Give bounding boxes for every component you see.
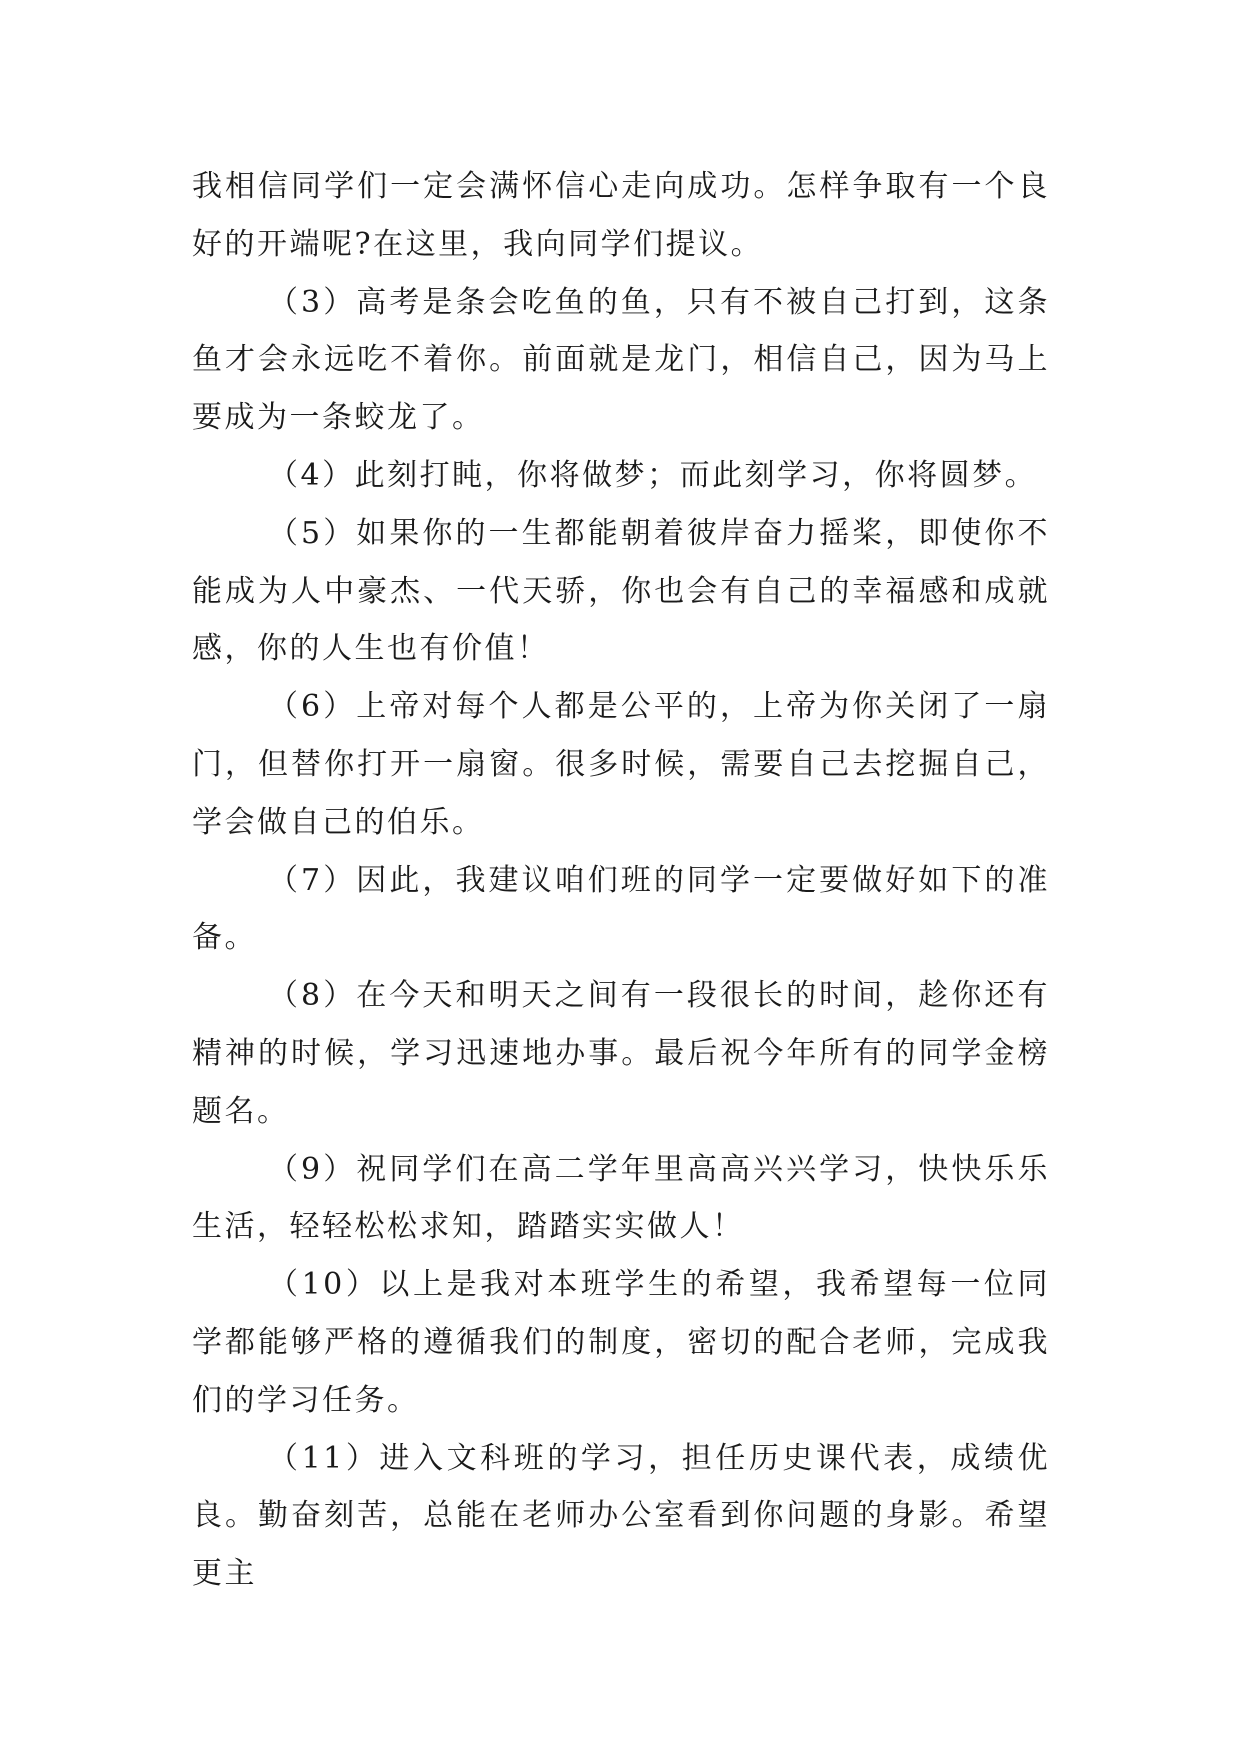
paragraph-item-10: （10）以上是我对本班学生的希望，我希望每一位同学都能够严格的遵循我们的制度，密切的配合老师，完成我们的学习任务。: [192, 1267, 1050, 1418]
paragraph-intro: 我相信同学们一定会满怀信心走向成功。怎样争取有一个良好的开端呢?在这里，我向同学们提议。: [192, 169, 1050, 262]
paragraph-item-5: （5）如果你的一生都能朝着彼岸奋力摇桨，即使你不能成为人中豪杰、一代天骄，你也会有自己的幸福感和成就感，你的人生也有价值！: [192, 515, 1050, 667]
paragraph-item-8: （8）在今天和明天之间有一段很长的时间，趁你还有精神的时候，学习迅速地办事。最后祝今年所有的同学金榜题名。: [192, 978, 1050, 1129]
paragraph-item-9: （9）祝同学们在高二学年里高高兴兴学习，快快乐乐生活，轻轻松松求知，踏踏实实做人！: [192, 1151, 1050, 1245]
paragraph-item-11: （11）进入文科班的学习，担任历史课代表，成绩优良。勤奋刻苦，总能在老师办公室看到你问题的身影。希望更主: [192, 1440, 1050, 1592]
paragraph-item-4: （4）此刻打盹，你将做梦；而此刻学习，你将圆梦。: [268, 457, 1038, 493]
paragraph-item-3: （3）高考是条会吃鱼的鱼，只有不被自己打到，这条鱼才会永远吃不着你。前面就是龙门，相信自己，因为马上要成为一条蛟龙了。: [192, 284, 1050, 436]
paragraph-item-7: （7）因此，我建议咱们班的同学一定要做好如下的准备。: [192, 862, 1050, 956]
document-body: [192, 158, 1050, 1603]
paragraph-item-6: （6）上帝对每个人都是公平的，上帝为你关闭了一扇门，但替你打开一扇窗。很多时候，需要自己去挖掘自己，学会做自己的伯乐。: [192, 689, 1050, 840]
